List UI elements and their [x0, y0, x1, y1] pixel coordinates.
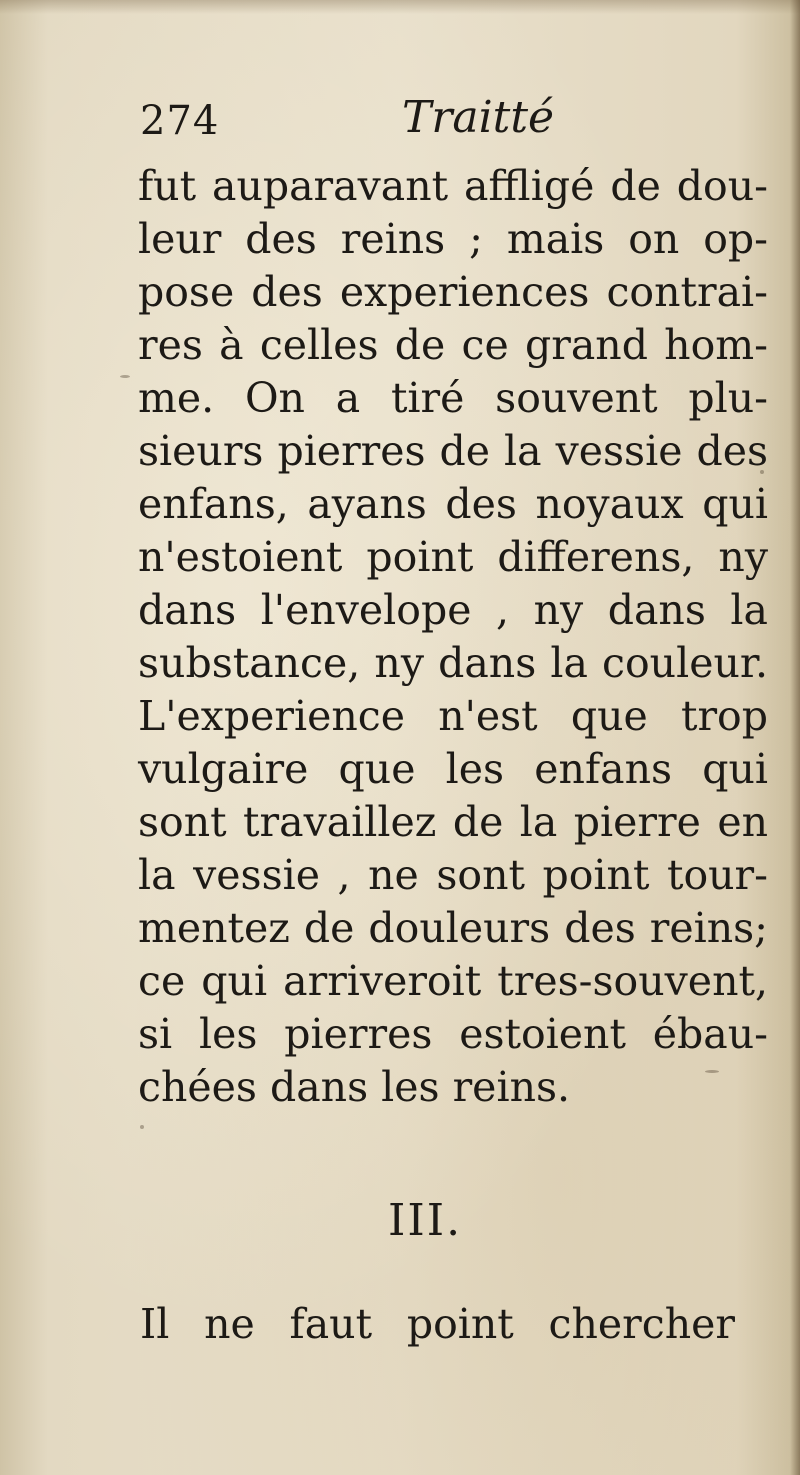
text-line: vulgaire que les enfans qui — [138, 745, 768, 793]
running-head: Traitté — [402, 92, 555, 143]
text-line: me. On a tiré souvent plu- — [138, 374, 768, 422]
text-line: ce qui arriveroit tres-souvent, — [138, 957, 768, 1005]
text-line: res à celles de ce grand hom- — [138, 321, 768, 369]
page-top-shadow — [0, 0, 800, 14]
text-line: leur des reins ; mais on op- — [138, 215, 768, 263]
text-line: sont travaillez de la pierre en — [138, 798, 768, 846]
page-number: 274 — [140, 98, 220, 144]
text-line: la vessie , ne sont point tour- — [138, 851, 768, 899]
text-line: dans l'envelope , ny dans la — [138, 586, 768, 634]
page-header — [140, 92, 740, 152]
text-line: n'estoient point differens, ny — [138, 533, 768, 581]
body-text — [138, 160, 768, 1114]
text-line: mentez de douleurs des reins; — [138, 904, 768, 952]
section-heading: III. — [388, 1195, 463, 1246]
text-line: L'experience n'est que trop — [138, 692, 768, 740]
text-line: substance, ny dans la couleur. — [138, 639, 768, 687]
text-line: pose des experiences contrai- — [138, 268, 768, 316]
page-right-shadow — [790, 0, 800, 1475]
ink-speck — [140, 1125, 144, 1129]
text-line: si les pierres estoient ébau- — [138, 1010, 768, 1058]
section-first-line: Il ne faut point chercher — [140, 1300, 735, 1348]
text-line: enfans, ayans des noyaux qui — [138, 480, 768, 528]
text-line: fut auparavant affligé de dou- — [138, 162, 768, 210]
ink-speck — [120, 375, 130, 378]
text-line: sieurs pierres de la vessie des — [138, 427, 768, 475]
text-line-last: chées dans les reins. — [138, 1063, 571, 1111]
